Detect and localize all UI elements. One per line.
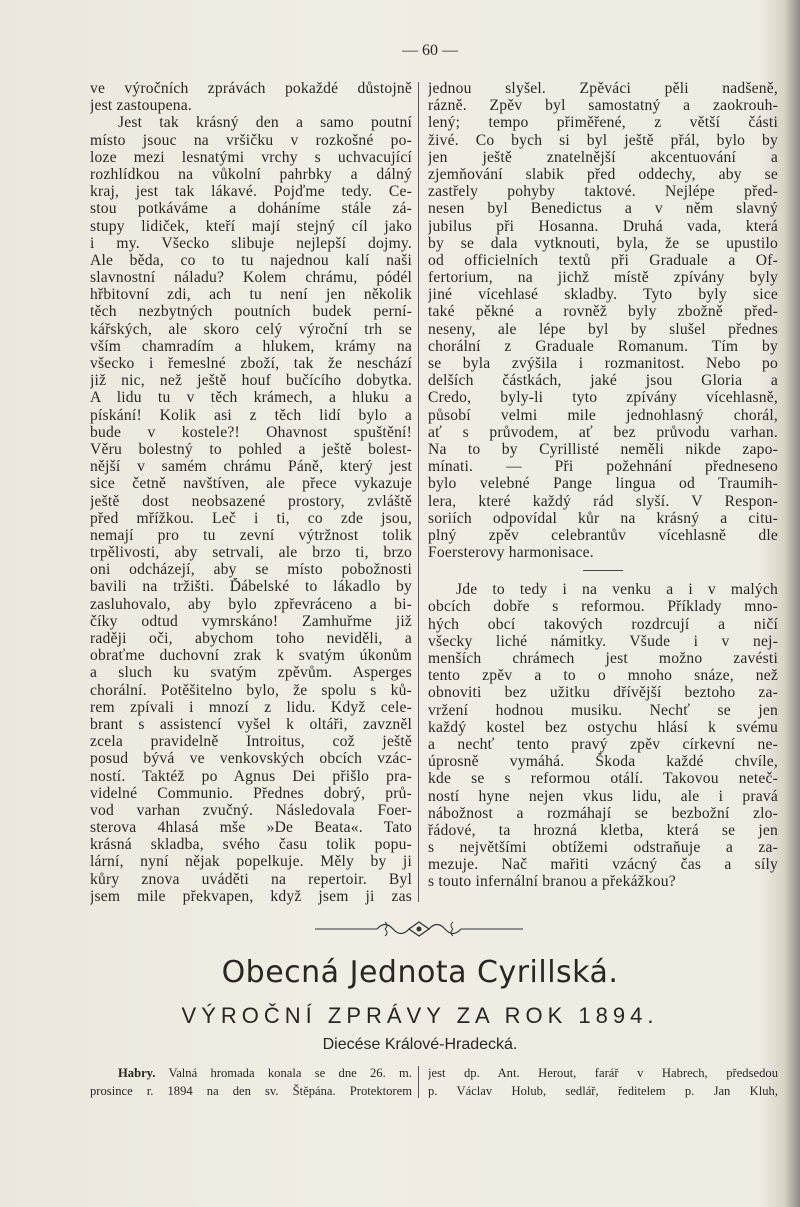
text-line: mezuje. Nač mařiti vzácný čas a síly xyxy=(428,856,778,874)
report-line: p. Václav Holub, sedlář, ředitelem p. Jan Kluh, xyxy=(428,1084,778,1098)
text-line: působí velmi mile jednohlasný chorál, xyxy=(428,406,778,424)
text-line: úprosně vymáhá. Škoda každé chvíle, xyxy=(428,753,778,771)
text-line: bavili na tržišti. Ďábelské to lákadlo by xyxy=(90,578,412,596)
text-line: A lidu tu v těch krámech, a hluku a xyxy=(90,389,412,407)
text-line: kůry znova uváděti na repertoir. Byl xyxy=(90,870,412,888)
text-line: slavnostní náladu? Kolem chrámu, pódél xyxy=(90,269,412,287)
text-line: lený; tempo přiměřené, z větší části xyxy=(428,114,778,132)
text-line: místo jsouc na vršičku v rozkošné po- xyxy=(90,131,412,149)
text-line: řádové, ta hrozná kletba, která se jen xyxy=(428,821,778,839)
text-line: živé. Co bych si byl ještě přál, bylo by xyxy=(428,131,778,149)
text-line: Na to by Cyrillisté neměli nikde zapo- xyxy=(428,440,778,458)
text-line: kraj, jest tak lákavé. Pojďme tedy. Ce- xyxy=(90,183,412,201)
text-line: nemají pro tu zevní výtržnost tolik xyxy=(90,526,412,544)
text-line: mínati. — Při požehnání předneseno xyxy=(428,458,778,476)
page-number: — 60 — xyxy=(402,42,458,59)
text-line: jest zastoupena. xyxy=(90,97,192,115)
text-line: Foersterovy harmonisace. xyxy=(428,544,594,562)
text-line: vod varhan zvučný. Následovala Foer- xyxy=(90,801,412,819)
text-line: lera, které každý rád slyší. V Respon- xyxy=(428,492,778,510)
text-line: od officielních textů při Graduale a Of- xyxy=(428,251,778,269)
text-line: nější v samém chrámu Páně, který jest xyxy=(90,458,412,476)
text-line: před mřížkou. Leč i ti, co zde jsou, xyxy=(90,509,412,527)
text-line: lární, nyní nějak popelkuje. Měly by ji xyxy=(90,853,412,871)
text-line: již nic, než ještě houf bučícího dobytka. xyxy=(90,372,412,390)
text-line: hřbitovní zdi, ach tu není jen několik xyxy=(90,286,412,304)
text-line: rázně. Zpěv byl samostatný a zaokrouh- xyxy=(428,97,778,115)
text-line: s největšími obtížemi odstraňuje a za- xyxy=(428,839,778,857)
text-line: stou potkáváme a doháníme stále zá- xyxy=(90,200,412,218)
text-line: s touto infernální branou a překážkou? xyxy=(428,873,676,891)
diocese-heading: Diecése Králové-Hradecká. xyxy=(322,1036,518,1053)
text-line: zcela pravidelně Introitus, což ještě xyxy=(90,733,412,751)
report-text: Valná hromada konala se dne 26. m. xyxy=(168,1066,412,1080)
text-line: jednou slyšel. Zpěváci pěli nadšeně, xyxy=(428,80,778,97)
text-line: krásná skladba, svého času tolik popu- xyxy=(90,836,412,854)
right-column-part-1 xyxy=(428,80,778,561)
report-left-column xyxy=(90,1064,412,1100)
text-line: jsem mile překvapen, když jsem ji zas xyxy=(90,887,412,905)
text-line: a sluch ku svatým zpěvům. Asperges xyxy=(90,664,412,682)
ornament-divider-icon xyxy=(315,918,523,940)
text-line: ve výročních zprávách pokaždé důstojně xyxy=(90,80,412,97)
text-line: a nechť tento pravý zpěv církevní ne- xyxy=(428,735,778,753)
text-line: i my. Všecko slibuje nejlepší dojmy. xyxy=(90,234,412,252)
text-line: nesen byl Benedictus a v něm slavný xyxy=(428,200,778,218)
text-line: raději oči, abychom toho neviděli, a xyxy=(90,630,412,647)
text-line: stupy lidiček, kteří mají stejný cíl jako xyxy=(90,217,412,235)
text-line: menších chrámech jest možno zavésti xyxy=(428,650,778,667)
text-line: chorální z Graduale Romanum. Tím by xyxy=(428,337,778,355)
text-line: zjemňování slabik před oddechy, aby se xyxy=(428,165,778,183)
text-line: jubilus při Hosanna. Druhá vada, která xyxy=(428,217,778,235)
text-line: by se dala vytknouti, byla, že se upustilo xyxy=(428,234,778,252)
text-line: posud bývá ve venkovských obcích vzác- xyxy=(90,750,412,768)
text-line: bylo velebné Pange lingua od Traumih- xyxy=(428,475,778,493)
text-line: obnoviti bez užitku dřívější beztoho za- xyxy=(428,684,778,702)
text-line: těch nezbytných poutních budek perní- xyxy=(90,303,412,321)
text-line: obcích dobře s reformou. Příklady mno- xyxy=(428,598,778,616)
text-line: Věru bolestný to pohled a ještě bolest- xyxy=(90,440,412,458)
text-line: se byla zvýšila i rozmanitost. Nebo po xyxy=(428,355,778,372)
report-line: prosince r. 1894 na den sv. Štěpána. Protektorem xyxy=(90,1084,412,1098)
text-line: videlné Communio. Přednes dobrý, prů- xyxy=(90,784,412,802)
text-line: tento zpěv a to o mnoho snáze, než xyxy=(428,667,778,685)
column-divider xyxy=(418,82,419,902)
text-line: plný zpěv celebrantův vícehlasně dle xyxy=(428,526,778,544)
section-subtitle: VÝROČNÍ ZPRÁVY ZA ROK 1894. xyxy=(181,1003,659,1028)
text-line: delších částkách, jaké jsou Gloria a xyxy=(428,372,778,390)
text-line: Jde to tedy i na venku a i v malých xyxy=(456,581,778,599)
text-line: všecky liché námitky. Všude i v nej- xyxy=(428,632,778,650)
text-line: kářských, ale skoro celý výroční trh se xyxy=(90,320,412,338)
text-line: vším chamradím a hlukem, krámy na xyxy=(90,337,412,355)
text-line: zastřely pohyby taktové. Nejlépe před- xyxy=(428,183,778,201)
text-line: ještě dost neobsazené prostory, zvláště xyxy=(90,492,412,510)
text-line: brant s assistencí vyšel k oltáři, zavzněl xyxy=(90,715,412,733)
text-line: rem zpívali i mnozí z lidu. Když cele- xyxy=(90,698,412,716)
text-line: loze mezi lesnatými vrchy s uchvacující xyxy=(90,148,412,166)
text-line: fertorium, na jichž místě zpívány byly xyxy=(428,269,778,287)
section-separator-rule xyxy=(583,570,623,571)
left-column xyxy=(90,80,412,905)
text-line: sterova 4hlasá mše »De Beata«. Tato xyxy=(90,819,412,837)
text-line: Credo, byly-li tyto zpívány vícehlasně, xyxy=(428,389,778,407)
report-place: Habry. xyxy=(118,1066,156,1080)
text-line: trpělivosti, aby setrvali, ale brzo ti, brzo xyxy=(90,544,412,562)
text-line: zasluhovalo, aby bylo zpřevráceno a bi- xyxy=(90,595,412,613)
report-right-column xyxy=(428,1064,778,1100)
text-line: pískání! Kolik asi z těch lidí bylo a xyxy=(90,406,412,424)
text-line: ností hyne nejen vkus lidu, ale i pravá xyxy=(428,787,778,805)
text-line: rozhlídkou na vůkolní pahrbky a dálný xyxy=(90,165,412,183)
text-line: soriích odpovídal kůr na krásný a citu- xyxy=(428,509,778,527)
text-line: neseny, ale lépe byl by slušel přednes xyxy=(428,320,778,338)
text-line: ností. Taktéž po Agnus Dei přišlo pra- xyxy=(90,767,412,785)
text-line: oni odcházejí, aby se místo pobožnosti xyxy=(90,561,412,579)
text-line: také pěkné a rovněž byly zbožně před- xyxy=(428,303,778,321)
text-line: ať s průvodem, ať bez průvodu varhan. xyxy=(428,423,778,441)
text-line: chorální. Potěšitelno bylo, že spolu s ků- xyxy=(90,681,412,699)
report-column-divider xyxy=(418,1066,419,1098)
text-line: bude v kostele?! Ohavnost spuštění! xyxy=(90,423,412,441)
right-column xyxy=(428,80,778,891)
text-line: hých obcí takových rozdrcují a ničí xyxy=(428,615,778,633)
text-line: číky odtud vymrskáno! Zamhuřme již xyxy=(90,612,412,630)
text-line: sice četně navštíven, ale přece vykazuje xyxy=(90,475,412,493)
text-line: jen ještě znatelnější akcentuování a xyxy=(428,148,778,166)
text-line: Ale běda, co to tu najednou kalí naši xyxy=(90,251,412,269)
text-line: kde se s reformou otálí. Takovou neteč- xyxy=(428,770,778,788)
report-line xyxy=(90,1064,412,1082)
text-line: vržení hodnou musiku. Nechť se jen xyxy=(428,701,778,719)
right-column-part-2 xyxy=(428,581,778,890)
text-line: jiné vícehlasé skladby. Tyto byly sice xyxy=(428,286,778,304)
text-line: obraťme duchovní zrak k svatým úkonům xyxy=(90,647,412,665)
text-line: Jest tak krásný den a samo poutní xyxy=(118,114,412,132)
text-line: všecko i řemeslné zboží, tak že neschází xyxy=(90,355,412,372)
report-line: jest dp. Ant. Herout, farář v Habrech, předsedou xyxy=(428,1066,778,1080)
text-line: každý kostel bez ostychu hlásí k svému xyxy=(428,718,778,736)
text-line: nábožnost a rozmáhají se bezbožní zlo- xyxy=(428,804,778,822)
section-title: Obecná Jednota Cyrillská. xyxy=(221,955,619,990)
